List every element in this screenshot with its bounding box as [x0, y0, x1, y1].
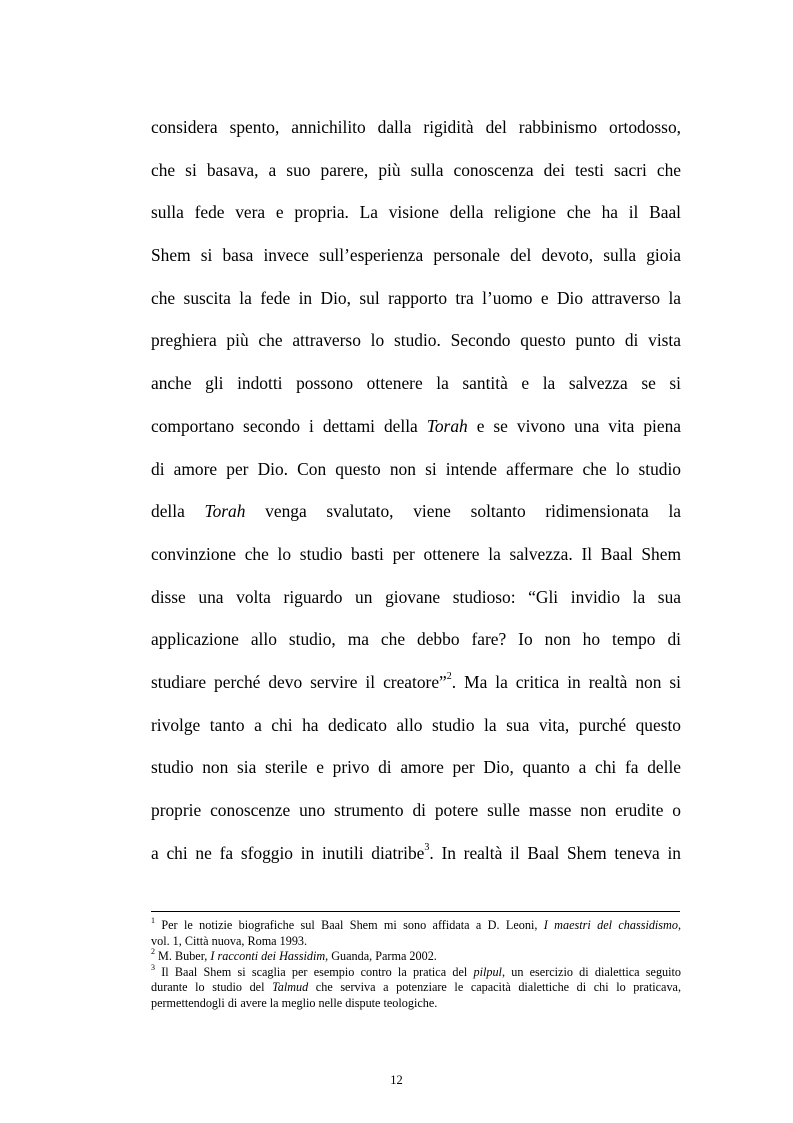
text-fragment: . In realtà il Baal Shem teneva in: [429, 842, 681, 863]
text-line: studio non sia sterile e privo di amore per Dio, quanto a chi fa delle: [151, 757, 681, 778]
footnote-line: [151, 915, 681, 934]
body-text: [151, 106, 681, 874]
text-line: preghiera più che attraverso lo studio. Secondo questo punto di vista: [151, 330, 681, 351]
footnote-line: [151, 980, 681, 996]
text-line: applicazione allo studio, ma che debbo fare? Io non ho tempo di: [151, 629, 681, 650]
text-fragment: durante lo studio del: [151, 980, 273, 995]
text-fragment: a chi ne fa sfoggio in inutili diatribe: [151, 842, 425, 863]
footnote-separator: [151, 911, 680, 912]
text-line: convinzione che lo studio basti per ottenere la salvezza. Il Baal Shem: [151, 543, 681, 564]
text-line: considera spento, annichilito dalla rigidità del rabbinismo ortodosso,: [151, 117, 681, 137]
footnote-reference[interactable]: 3: [424, 841, 430, 853]
text-line: sulla fede vera e propria. La visione della religione che ha il Baal: [151, 202, 681, 223]
text-line: [151, 661, 681, 704]
text-line: anche gli indotti possono ottenere la santità e la salvezza se si: [151, 373, 681, 394]
footnote-line: [151, 962, 682, 981]
text-fragment: Per le notizie biografiche sul Baal Shem mi sono affidata a D. Leoni,: [155, 918, 544, 932]
text-fragment: che serviva a potenziare le capacità dialettiche di chi lo praticava,: [308, 980, 681, 995]
footnote-line: [151, 949, 681, 965]
footnote-line: vol. 1, Città nuova, Roma 1993.: [151, 933, 308, 948]
footnote-2: [151, 949, 681, 965]
text-line: disse una volta riguardo un giovane studioso: “Gli invidio la sua: [151, 586, 681, 607]
text-fragment: e se vivono una vita piena: [467, 415, 682, 436]
footnote-line: permettendogli di avere la meglio nelle dispute teologiche.: [151, 995, 438, 1010]
footnote-3: [151, 962, 682, 1012]
text-fragment: Il Baal Shem si scaglia per esempio contro la pratica del: [155, 964, 474, 979]
text-line: che si basava, a suo parere, più sulla conoscenza dei testi sacri che: [151, 159, 681, 180]
text-line: che suscita la fede in Dio, sul rapporto tra l’uomo e Dio attraverso la: [151, 287, 681, 308]
footnote-number: 1: [151, 915, 155, 925]
text-fragment: , un esercizio di dialettica seguito: [501, 964, 682, 979]
text-fragment: . Ma la critica in realtà non si: [451, 671, 681, 692]
text-fragment: ,: [677, 918, 681, 932]
text-fragment: della: [151, 501, 205, 522]
text-fragment: venga svalutato, viene soltanto ridimensionata la: [245, 501, 681, 522]
text-line: [151, 832, 681, 875]
text-line: [151, 490, 681, 533]
text-line: di amore per Dio. Con questo non si intende affermare che lo studio: [151, 458, 681, 479]
text-line: rivolge tanto a chi ha dedicato allo studio la sua vita, purché questo: [151, 714, 681, 735]
text-line: Shem si basa invece sull’esperienza personale del devoto, sulla gioia: [151, 245, 681, 266]
footnotes: [151, 915, 682, 1012]
footnote-number: 3: [151, 962, 155, 972]
italic-term: pilpul: [473, 964, 502, 979]
text-fragment: comportano secondo i dettami della: [151, 415, 427, 436]
footnote-number: 2: [151, 947, 155, 957]
text-fragment: , Guanda, Parma 2002.: [325, 949, 437, 964]
page-number: 12: [390, 1073, 403, 1087]
italic-term: Torah: [204, 501, 246, 522]
text-fragment: M. Buber,: [155, 949, 211, 964]
footnote-reference[interactable]: 2: [446, 671, 452, 683]
italic-term: Torah: [426, 415, 468, 436]
text-line: proprie conoscenze uno strumento di potere sulle masse non erudite o: [151, 800, 681, 820]
italic-title: I racconti dei Hassidim: [210, 949, 326, 964]
footnote-1: [151, 915, 681, 949]
text-line: [151, 405, 681, 448]
italic-title: I maestri del chassidismo: [543, 918, 678, 932]
italic-term: Talmud: [272, 980, 309, 995]
text-fragment: studiare perché devo servire il creatore”: [151, 671, 447, 692]
